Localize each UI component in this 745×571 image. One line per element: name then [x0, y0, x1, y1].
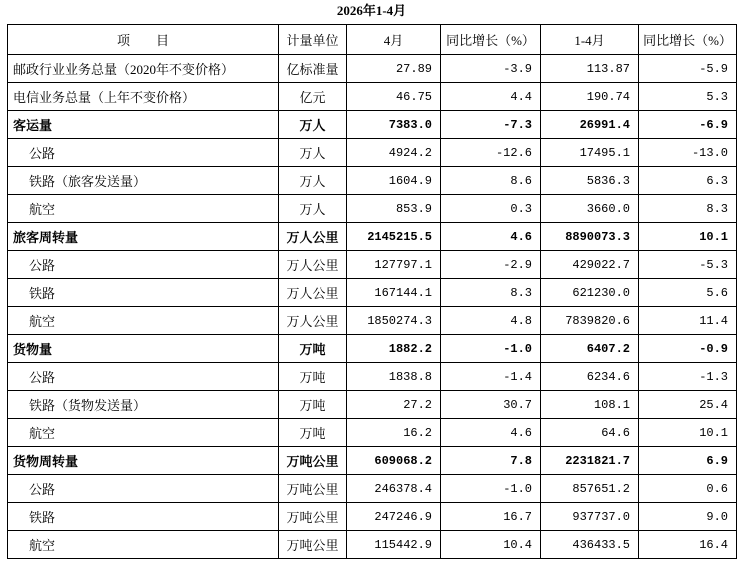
april-value-cell: 127797.1	[347, 251, 441, 279]
jan-apr-value-cell: 5836.3	[541, 167, 639, 195]
april-value-cell: 1882.2	[347, 335, 441, 363]
unit-cell: 万人	[279, 195, 347, 223]
jan-apr-yoy-cell: 8.3	[639, 195, 737, 223]
table-row-subitem	[8, 531, 737, 559]
april-yoy-cell: 4.4	[441, 83, 541, 111]
header-row	[8, 25, 737, 55]
jan-apr-value-cell: 113.87	[541, 55, 639, 83]
item-name-cell: 旅客周转量	[8, 223, 279, 251]
unit-cell: 万吨公里	[279, 475, 347, 503]
item-name-cell: 公路	[8, 475, 279, 503]
april-yoy-cell: -7.3	[441, 111, 541, 139]
item-name-cell: 公路	[8, 363, 279, 391]
jan-apr-yoy-cell: -1.3	[639, 363, 737, 391]
header-unit: 计量单位	[279, 25, 347, 55]
item-name-cell: 铁路（货物发送量）	[8, 391, 279, 419]
table-row-subitem	[8, 503, 737, 531]
jan-apr-value-cell: 8890073.3	[541, 223, 639, 251]
april-yoy-cell: -2.9	[441, 251, 541, 279]
item-name-cell: 航空	[8, 307, 279, 335]
item-name-cell: 铁路（旅客发送量）	[8, 167, 279, 195]
jan-apr-value-cell: 6407.2	[541, 335, 639, 363]
jan-apr-yoy-cell: 6.9	[639, 447, 737, 475]
table-row-subitem	[8, 307, 737, 335]
table-row-subitem	[8, 251, 737, 279]
april-value-cell: 16.2	[347, 419, 441, 447]
jan-apr-yoy-cell: 16.4	[639, 531, 737, 559]
april-value-cell: 246378.4	[347, 475, 441, 503]
april-value-cell: 167144.1	[347, 279, 441, 307]
jan-apr-value-cell: 17495.1	[541, 139, 639, 167]
unit-cell: 万吨公里	[279, 447, 347, 475]
item-name-cell: 航空	[8, 195, 279, 223]
unit-cell: 万吨	[279, 391, 347, 419]
item-name-cell: 电信业务总量（上年不变价格）	[8, 83, 279, 111]
table-row-category	[8, 111, 737, 139]
april-yoy-cell: -1.0	[441, 475, 541, 503]
unit-cell: 万吨	[279, 363, 347, 391]
jan-apr-yoy-cell: -6.9	[639, 111, 737, 139]
april-yoy-cell: -1.0	[441, 335, 541, 363]
jan-apr-yoy-cell: 10.1	[639, 223, 737, 251]
item-name-cell: 公路	[8, 139, 279, 167]
jan-apr-value-cell: 2231821.7	[541, 447, 639, 475]
unit-cell: 万吨	[279, 335, 347, 363]
april-value-cell: 1850274.3	[347, 307, 441, 335]
item-name-cell: 邮政行业业务总量（2020年不变价格）	[8, 55, 279, 83]
table-row-category	[8, 335, 737, 363]
table-row	[8, 55, 737, 83]
unit-cell: 万人公里	[279, 251, 347, 279]
jan-apr-value-cell: 436433.5	[541, 531, 639, 559]
april-value-cell: 27.89	[347, 55, 441, 83]
april-yoy-cell: 4.6	[441, 223, 541, 251]
jan-apr-yoy-cell: 10.1	[639, 419, 737, 447]
unit-cell: 万吨公里	[279, 503, 347, 531]
table-row-category	[8, 223, 737, 251]
jan-apr-yoy-cell: -5.9	[639, 55, 737, 83]
table-row-category	[8, 447, 737, 475]
statistics-table	[7, 24, 737, 559]
april-value-cell: 7383.0	[347, 111, 441, 139]
table-row-subitem	[8, 167, 737, 195]
april-yoy-cell: 8.3	[441, 279, 541, 307]
item-name-cell: 铁路	[8, 503, 279, 531]
jan-apr-value-cell: 429022.7	[541, 251, 639, 279]
jan-apr-yoy-cell: 0.6	[639, 475, 737, 503]
jan-apr-value-cell: 108.1	[541, 391, 639, 419]
jan-apr-yoy-cell: 6.3	[639, 167, 737, 195]
item-name-cell: 客运量	[8, 111, 279, 139]
april-value-cell: 609068.2	[347, 447, 441, 475]
jan-apr-yoy-cell: 5.3	[639, 83, 737, 111]
unit-cell: 万人公里	[279, 223, 347, 251]
april-yoy-cell: 7.8	[441, 447, 541, 475]
jan-apr-yoy-cell: -13.0	[639, 139, 737, 167]
april-value-cell: 247246.9	[347, 503, 441, 531]
table-row-subitem	[8, 363, 737, 391]
unit-cell: 万人公里	[279, 279, 347, 307]
april-value-cell: 1604.9	[347, 167, 441, 195]
jan-apr-yoy-cell: -0.9	[639, 335, 737, 363]
jan-apr-value-cell: 3660.0	[541, 195, 639, 223]
unit-cell: 亿标准量	[279, 55, 347, 83]
jan-apr-value-cell: 857651.2	[541, 475, 639, 503]
jan-apr-yoy-cell: 11.4	[639, 307, 737, 335]
header-jan-apr-yoy: 同比增长（%）	[639, 25, 737, 55]
table-row-subitem	[8, 391, 737, 419]
table-row-subitem	[8, 139, 737, 167]
item-name-cell: 铁路	[8, 279, 279, 307]
unit-cell: 万人	[279, 139, 347, 167]
header-april-yoy: 同比增长（%）	[441, 25, 541, 55]
item-name-cell: 货物周转量	[8, 447, 279, 475]
april-value-cell: 115442.9	[347, 531, 441, 559]
april-value-cell: 27.2	[347, 391, 441, 419]
jan-apr-yoy-cell: -5.3	[639, 251, 737, 279]
jan-apr-value-cell: 7839820.6	[541, 307, 639, 335]
table-row-subitem	[8, 475, 737, 503]
unit-cell: 万人	[279, 167, 347, 195]
jan-apr-yoy-cell: 5.6	[639, 279, 737, 307]
unit-cell: 亿元	[279, 83, 347, 111]
jan-apr-value-cell: 621230.0	[541, 279, 639, 307]
item-name-cell: 货物量	[8, 335, 279, 363]
april-yoy-cell: 8.6	[441, 167, 541, 195]
table-row	[8, 83, 737, 111]
item-name-cell: 公路	[8, 251, 279, 279]
april-value-cell: 2145215.5	[347, 223, 441, 251]
jan-apr-value-cell: 937737.0	[541, 503, 639, 531]
april-yoy-cell: 16.7	[441, 503, 541, 531]
unit-cell: 万人	[279, 111, 347, 139]
unit-cell: 万吨	[279, 419, 347, 447]
unit-cell: 万吨公里	[279, 531, 347, 559]
table-row-subitem	[8, 195, 737, 223]
april-yoy-cell: 0.3	[441, 195, 541, 223]
jan-apr-yoy-cell: 25.4	[639, 391, 737, 419]
item-name-cell: 航空	[8, 419, 279, 447]
april-yoy-cell: 4.6	[441, 419, 541, 447]
header-item: 项 目	[8, 25, 279, 55]
jan-apr-value-cell: 6234.6	[541, 363, 639, 391]
jan-apr-value-cell: 26991.4	[541, 111, 639, 139]
april-yoy-cell: 4.8	[441, 307, 541, 335]
april-yoy-cell: 30.7	[441, 391, 541, 419]
april-yoy-cell: -1.4	[441, 363, 541, 391]
april-value-cell: 46.75	[347, 83, 441, 111]
table-title: 2026年1-4月	[336, 3, 407, 18]
jan-apr-value-cell: 64.6	[541, 419, 639, 447]
april-yoy-cell: 10.4	[441, 531, 541, 559]
april-value-cell: 853.9	[347, 195, 441, 223]
jan-apr-yoy-cell: 9.0	[639, 503, 737, 531]
april-yoy-cell: -3.9	[441, 55, 541, 83]
table-row-subitem	[8, 279, 737, 307]
jan-apr-value-cell: 190.74	[541, 83, 639, 111]
table-row-subitem	[8, 419, 737, 447]
april-value-cell: 4924.2	[347, 139, 441, 167]
item-name-cell: 航空	[8, 531, 279, 559]
header-jan-apr: 1-4月	[541, 25, 639, 55]
april-value-cell: 1838.8	[347, 363, 441, 391]
april-yoy-cell: -12.6	[441, 139, 541, 167]
unit-cell: 万人公里	[279, 307, 347, 335]
table-body	[8, 25, 737, 559]
header-april: 4月	[347, 25, 441, 55]
